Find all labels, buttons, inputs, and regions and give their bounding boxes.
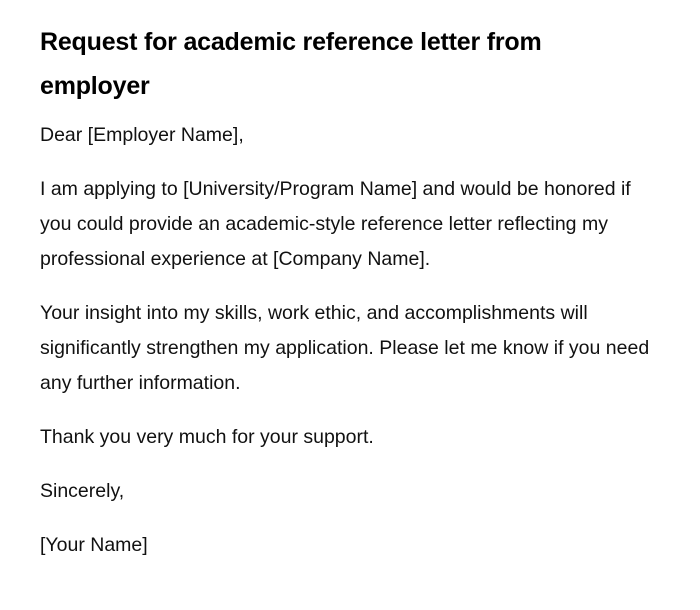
letter-greeting: Dear [Employer Name], <box>40 124 244 146</box>
letter-document <box>40 20 650 582</box>
letter-paragraph-thanks: Thank you very much for your support. <box>40 426 374 448</box>
letter-paragraph-request: Your insight into my skills, work ethic, and accomplishments will significantly strengthen my application. Please let me know if you need any further information. <box>40 302 650 394</box>
page-title: Request for academic reference letter from employer <box>40 28 542 100</box>
letter-signature: [Your Name] <box>40 534 148 556</box>
letter-closing: Sincerely, <box>40 480 125 502</box>
letter-paragraph-intro: I am applying to [University/Program Name] and would be honored if you could provide an academic-style reference letter reflecting my professional experience at [Company Name]. <box>40 178 631 270</box>
